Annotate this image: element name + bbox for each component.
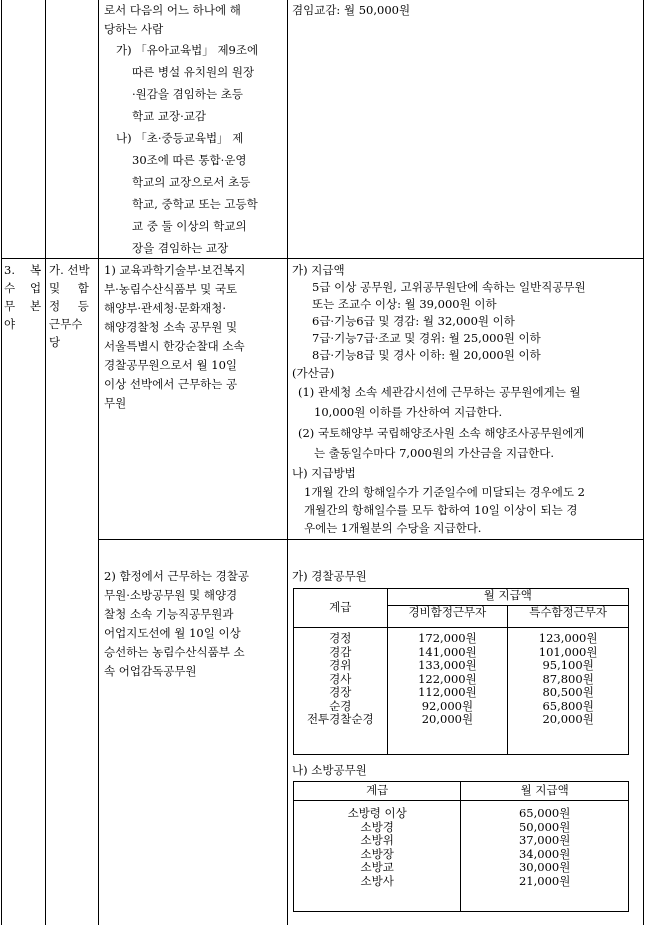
table-cell-value: 경사 <box>329 671 352 686</box>
table-cell-value: 92,000원 <box>421 698 474 713</box>
right-text: 겸임교감: 월 50,000원 <box>292 3 411 17</box>
table-cell-value: 101,000원 <box>538 644 598 659</box>
table-cell-value: 65,000원 <box>518 806 571 820</box>
column-divider <box>98 0 99 925</box>
table-cell-value: 30,000원 <box>518 860 571 874</box>
table-cell-value: 경장 <box>329 685 352 699</box>
text-line: 8급·기능8급 및 경사 이하: 월 20,000원 이하 <box>312 348 541 362</box>
table-border-left <box>1 0 2 925</box>
text-line: 당하는 사람 <box>104 22 164 36</box>
text-line: 찰청 소속 기능직공무원과 <box>104 607 234 621</box>
table-header: 월 지급액 <box>461 782 629 801</box>
subsection-label: 당 <box>49 335 61 349</box>
table-cell-value: 소방경 <box>360 819 394 834</box>
table-cell-value: 34,000원 <box>518 846 571 861</box>
table-cell <box>294 628 388 755</box>
police-pay-table <box>293 588 629 755</box>
table-header: 특수함정근무자 <box>508 606 629 628</box>
table-cell-value: 112,000원 <box>418 685 477 699</box>
text-line: 따른 병설 유치원의 원장 <box>132 65 255 79</box>
table-cell-value: 172,000원 <box>418 631 477 645</box>
text-line: 교 중 둘 이상의 학교의 <box>132 219 247 233</box>
subsection-label: 및 함 <box>49 281 96 295</box>
table-cell-value: 소방위 <box>360 833 394 847</box>
table-cell-value: 123,000원 <box>538 631 598 645</box>
table-border-right <box>643 0 644 925</box>
text-line: 우에는 1개월분의 수당을 지급한다. <box>304 521 482 535</box>
table-cell-value: 133,000원 <box>418 658 477 672</box>
fire-pay-table <box>293 781 629 912</box>
list-item: 나) 「초·중등교육법」 제 <box>116 131 244 145</box>
text-line: 6급·기능6급 및 경감: 월 32,000원 이하 <box>312 314 515 328</box>
table-cell-value: 소방령 이상 <box>347 806 407 820</box>
text-line: 로서 다음의 어느 하나에 해 <box>104 3 241 17</box>
text-line: 개월간의 항해일수를 모두 합하여 10일 이상이 되는 경 <box>304 503 578 517</box>
text-line: 학교 교장·교감 <box>132 109 206 123</box>
table-header: 계급 <box>294 589 388 628</box>
text-line: 7급·기능7급·조교 및 경위: 월 25,000원 이하 <box>312 331 541 345</box>
table-cell-value: 경감 <box>329 644 352 659</box>
text-line: (2) 국토해양부 국립해양조사원 소속 해양조사공무원에게 <box>298 426 585 440</box>
table-cell-value: 경정 <box>329 631 352 645</box>
text-line: 장을 겸임하는 교장 <box>132 241 229 255</box>
row-divider <box>98 539 644 540</box>
table-cell-value: 소방장 <box>360 846 394 861</box>
list-item: 가) 「유아교육법」 제9조에 <box>116 43 259 57</box>
table-cell-value: 37,000원 <box>518 833 571 847</box>
table-cell-value: 95,100원 <box>542 658 594 672</box>
table-header: 월 지급액 <box>387 589 628 606</box>
table-header: 경비함정근무자 <box>387 606 508 628</box>
text-line: 해양경찰청 소속 공무원 및 <box>104 320 238 334</box>
text-line: 5급 이상 공무원, 고위공무원단에 속하는 일반직공무원 <box>312 280 586 294</box>
text-line: 무원·소방공무원 및 해양경 <box>104 588 238 602</box>
table-cell-value: 65,800원 <box>542 698 594 713</box>
section-heading: 나) 소방공무원 <box>292 763 367 777</box>
text-line: 경찰공무원으로서 월 10일 <box>104 358 238 372</box>
table-cell-value: 122,000원 <box>418 671 477 686</box>
table-cell-value: 20,000원 <box>542 712 594 726</box>
text-line: (가산금) <box>292 366 335 380</box>
text-line: 부·농림수산식품부 및 국토 <box>104 282 238 296</box>
text-line: 10,000원 이하를 가산하여 지급한다. <box>314 405 503 419</box>
table-cell-value: 87,800원 <box>542 671 594 686</box>
table-cell-value: 전투경찰순경 <box>306 712 374 726</box>
section-heading: 나) 지급방법 <box>292 466 356 480</box>
table-cell <box>508 628 629 755</box>
text-line: ·원감을 겸임하는 초등 <box>132 87 243 101</box>
text-line: 해양부·관세청·문화재청· <box>104 301 227 315</box>
table-header: 계급 <box>294 782 461 801</box>
text-line: 어업지도선에 월 10일 이상 <box>104 626 241 640</box>
table-cell-value: 80,500원 <box>542 685 594 699</box>
subsection-label: 정 등 <box>49 299 96 313</box>
subsection-label: 근무수 <box>49 317 83 331</box>
subsection-label: 가. 선박 <box>49 263 90 277</box>
table-cell-value: 21,000원 <box>518 873 571 888</box>
table-cell-value: 소방교 <box>360 860 394 874</box>
section-heading: 가) 지급액 <box>292 263 345 277</box>
text-line: 이상 선박에서 근무하는 공 <box>104 377 238 391</box>
section-label: 수 <box>4 281 16 295</box>
table-cell-value: 경위 <box>329 658 352 672</box>
column-divider <box>287 0 288 925</box>
section-heading: 가) 경찰공무원 <box>292 569 367 583</box>
text-line: 1개월 간의 항해일수가 기준일수에 미달되는 경우에도 2 <box>304 485 585 499</box>
section-label: 3. <box>4 263 15 277</box>
text-line: 또는 조교수 이상: 월 39,000원 이하 <box>312 297 497 311</box>
text-line: (1) 관세청 소속 세관감시선에 근무하는 공무원에게는 월 <box>298 385 581 399</box>
section-label: 본 <box>30 299 42 313</box>
row-divider <box>1 258 644 259</box>
column-divider <box>45 0 46 925</box>
text-line: 학교의 교장으로서 초등 <box>132 175 251 189</box>
text-line: 무원 <box>104 396 127 410</box>
table-cell-value: 순경 <box>329 698 352 713</box>
text-line: 속 어업감독공무원 <box>104 664 197 678</box>
text-line: 서울특별시 한강순찰대 소속 <box>104 339 245 353</box>
section-label: 무 <box>4 299 16 313</box>
table-cell <box>294 801 461 912</box>
text-line: 는 출동일수마다 7,000원의 가산금을 지급한다. <box>314 446 555 460</box>
table-cell <box>461 801 629 912</box>
table-cell-value: 50,000원 <box>518 819 571 834</box>
text-line: 30조에 따른 통합·운영 <box>132 153 247 167</box>
table-cell <box>387 628 508 755</box>
text-line: 1) 교육과학기술부·보건복지 <box>104 263 246 277</box>
section-label: 야 <box>4 317 16 331</box>
text-line: 학교, 중학교 또는 고등학 <box>132 197 258 211</box>
section-label: 복 <box>30 263 42 277</box>
table-cell-value: 20,000원 <box>421 712 474 726</box>
section-label: 업 <box>30 281 42 295</box>
text-line: 2) 함정에서 근무하는 경찰공 <box>104 569 249 583</box>
text-line: 승선하는 농림수산식품부 소 <box>104 645 245 659</box>
table-cell-value: 141,000원 <box>418 644 477 659</box>
table-cell-value: 소방사 <box>360 873 394 888</box>
